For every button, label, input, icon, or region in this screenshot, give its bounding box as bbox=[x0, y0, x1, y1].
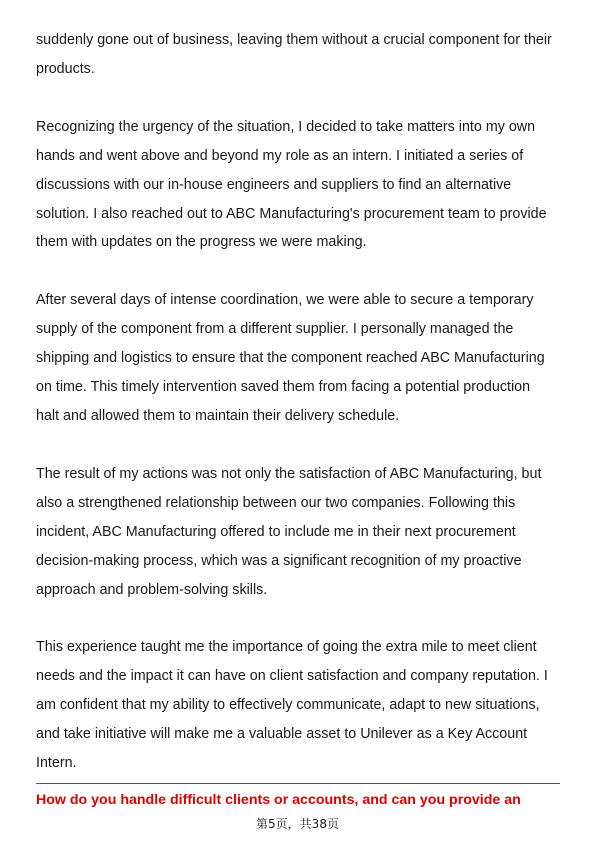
paragraph-line: solution. I also reached out to ABC Manufacturing's procurement team to provide bbox=[36, 205, 547, 222]
paragraph-5 bbox=[36, 633, 560, 778]
paragraph-line: This experience taught me the importance of going the extra mile to meet client bbox=[36, 639, 537, 656]
paragraph-line: After several days of intense coordination, we were able to secure a temporary bbox=[36, 292, 534, 309]
paragraph-line: them with updates on the progress we were making. bbox=[36, 234, 367, 251]
page-number-footer: 第5页，共38页 bbox=[256, 817, 339, 831]
paragraph-2 bbox=[36, 113, 560, 258]
paragraph-1 bbox=[36, 26, 560, 84]
next-question-heading: How do you handle difficult clients or accounts, and can you provide an bbox=[36, 792, 521, 808]
paragraph-line: shipping and logistics to ensure that the component reached ABC Manufacturing bbox=[36, 350, 545, 367]
paragraph-line: am confident that my ability to effectively communicate, adapt to new situations, bbox=[36, 697, 540, 714]
paragraph-4 bbox=[36, 460, 560, 605]
paragraph-line: also a strengthened relationship between our two companies. Following this bbox=[36, 494, 516, 511]
paragraph-line: Intern. bbox=[36, 755, 77, 772]
paragraph-line: decision-making process, which was a significant recognition of my proactive bbox=[36, 552, 522, 569]
paragraph-line: The result of my actions was not only the satisfaction of ABC Manufacturing, but bbox=[36, 465, 542, 482]
paragraph-line: incident, ABC Manufacturing offered to include me in their next procurement bbox=[36, 523, 516, 540]
paragraph-line: approach and problem-solving skills. bbox=[36, 581, 268, 598]
paragraph-line: on time. This timely intervention saved them from facing a potential production bbox=[36, 379, 531, 396]
document-body bbox=[36, 26, 560, 807]
paragraph-line: and take initiative will make me a valuable asset to Unilever as a Key Account bbox=[36, 726, 528, 743]
paragraph-3 bbox=[36, 286, 560, 431]
paragraph-line: Recognizing the urgency of the situation, I decided to take matters into my own bbox=[36, 118, 536, 135]
paragraph-line: discussions with our in-house engineers and suppliers to find an alternative bbox=[36, 176, 512, 193]
section-divider bbox=[36, 783, 560, 784]
paragraph-line: supply of the component from a different supplier. I personally managed the bbox=[36, 321, 514, 338]
paragraph-line: products. bbox=[36, 60, 95, 77]
paragraph-line: suddenly gone out of business, leaving them without a crucial component for their bbox=[36, 32, 552, 48]
paragraph-line: hands and went above and beyond my role as an intern. I initiated a series of bbox=[36, 147, 524, 164]
paragraph-line: halt and allowed them to maintain their delivery schedule. bbox=[36, 407, 400, 424]
paragraph-line: needs and the impact it can have on client satisfaction and company reputation. I bbox=[36, 668, 548, 685]
